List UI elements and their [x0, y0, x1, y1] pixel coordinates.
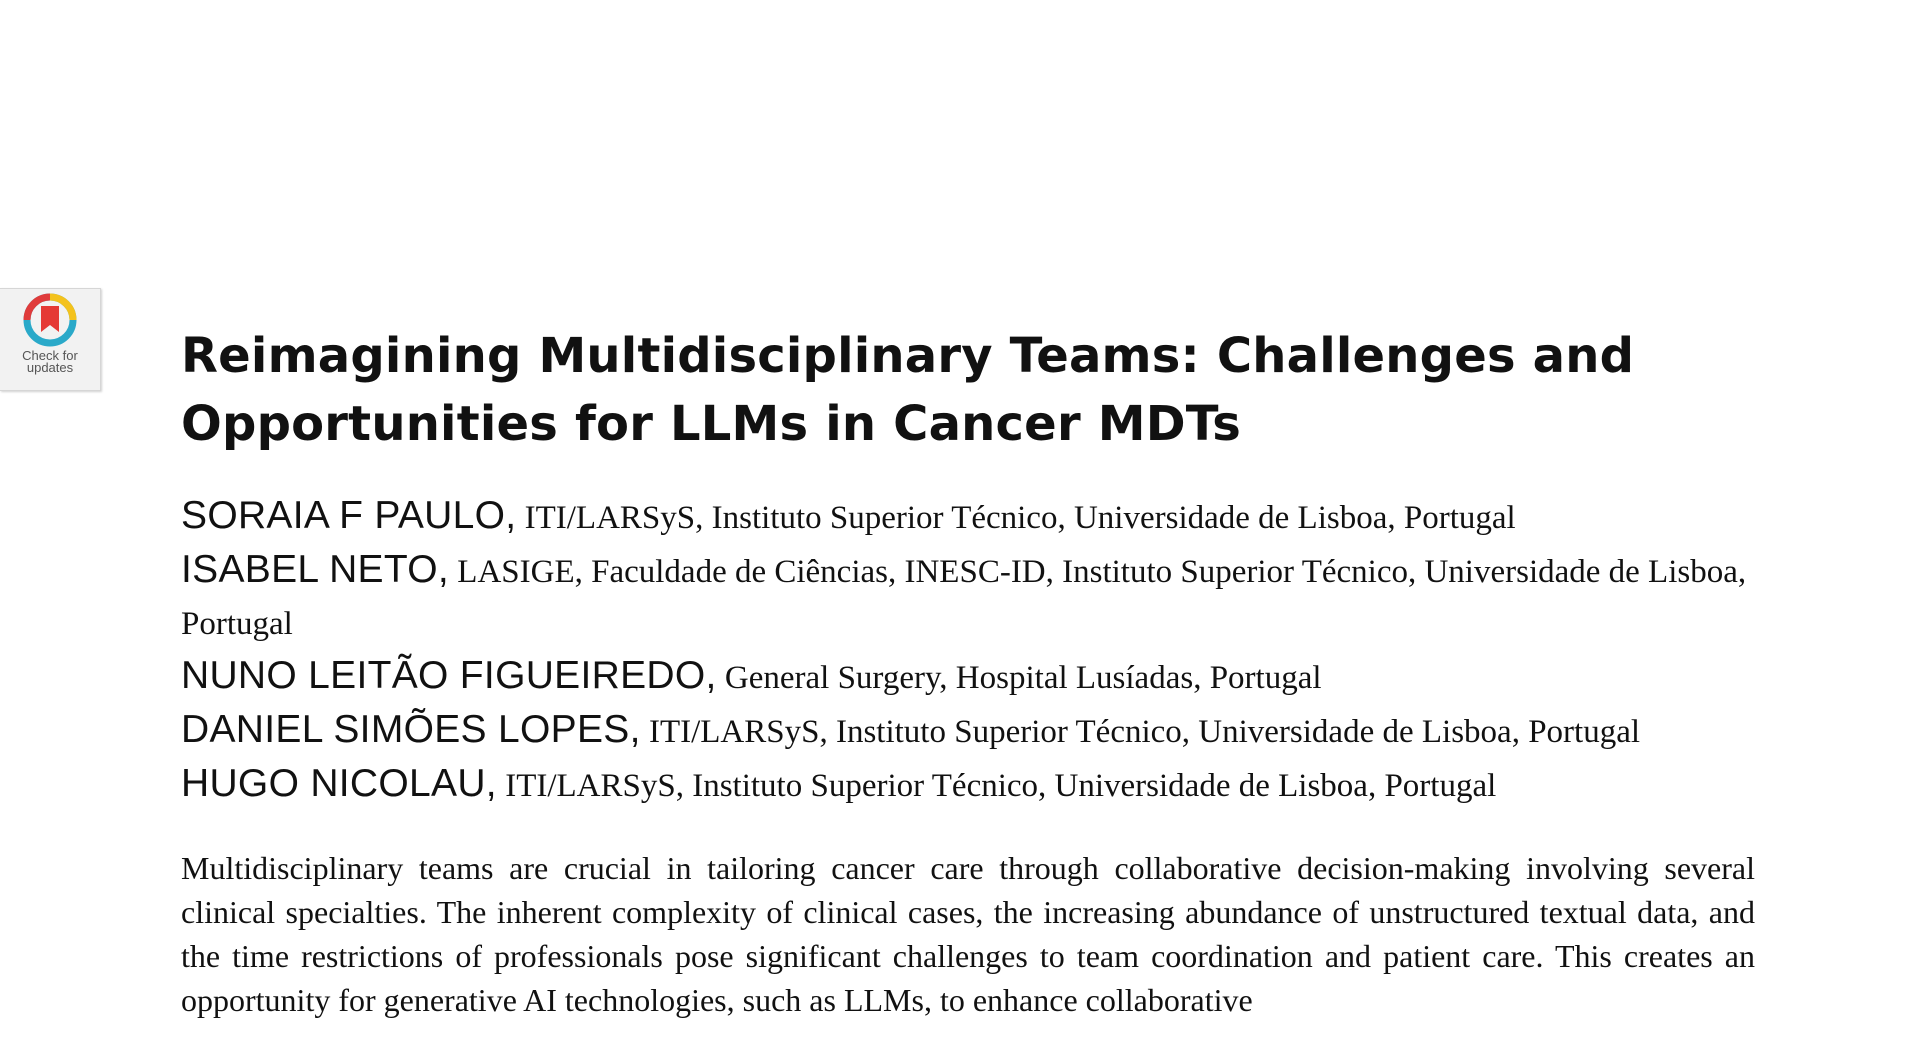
author-affiliation: LASIGE, Faculdade de Ciências, INESC-ID, Instituto Superior Técnico, Universidade de Lisboa, Portugal [181, 554, 1747, 642]
paper-title-line1: Reimagining Multidisciplinary Teams: Challenges and [181, 328, 1635, 384]
badge-label [22, 350, 78, 374]
paper-title [181, 322, 1755, 458]
author-entry [181, 544, 1755, 650]
author-entry [181, 490, 1755, 544]
author-affiliation: ITI/LARSyS, Instituto Superior Técnico, Universidade de Lisboa, Portugal [496, 768, 1497, 804]
badge-label-line1: Check for [22, 348, 78, 363]
author-entry [181, 650, 1755, 704]
badge-label-line2: updates [26, 360, 74, 375]
author-name: NUNO LEITÃO FIGUEIREDO, [181, 654, 717, 697]
author-affiliation: ITI/LARSyS, Instituto Superior Técnico, Universidade de Lisboa, Portugal [516, 500, 1516, 536]
author-name: SORAIA F PAULO, [181, 494, 517, 537]
check-for-updates-badge[interactable] [0, 288, 101, 391]
abstract-text: Multidisciplinary teams are crucial in tailoring cancer care through collaborative decision-making involving several clinical specialties. The inherent complexity of clinical cases, the increasing abundance of unstructured textual data, and the time restrictions of professionals pose significant challenges to team coordination and patient care. This creates an opportunity for generative AI technologies, such as LLMs, to enhance collaborative [181, 850, 1755, 1018]
paper-title-line2: Opportunities for LLMs in Cancer MDTs [181, 396, 1242, 452]
author-affiliation: General Surgery, Hospital Lusíadas, Portugal [716, 660, 1322, 696]
author-entry [181, 704, 1755, 758]
author-name: HUGO NICOLAU, [181, 762, 497, 805]
paper-content [181, 322, 1755, 1054]
author-list [181, 490, 1755, 812]
author-entry [181, 758, 1755, 812]
author-name: DANIEL SIMÕES LOPES, [181, 708, 641, 751]
author-affiliation: ITI/LARSyS, Instituto Superior Técnico, Universidade de Lisboa, Portugal [640, 714, 1641, 750]
crossmark-bookmark-icon [22, 292, 78, 348]
author-name: ISABEL NETO, [181, 548, 450, 591]
